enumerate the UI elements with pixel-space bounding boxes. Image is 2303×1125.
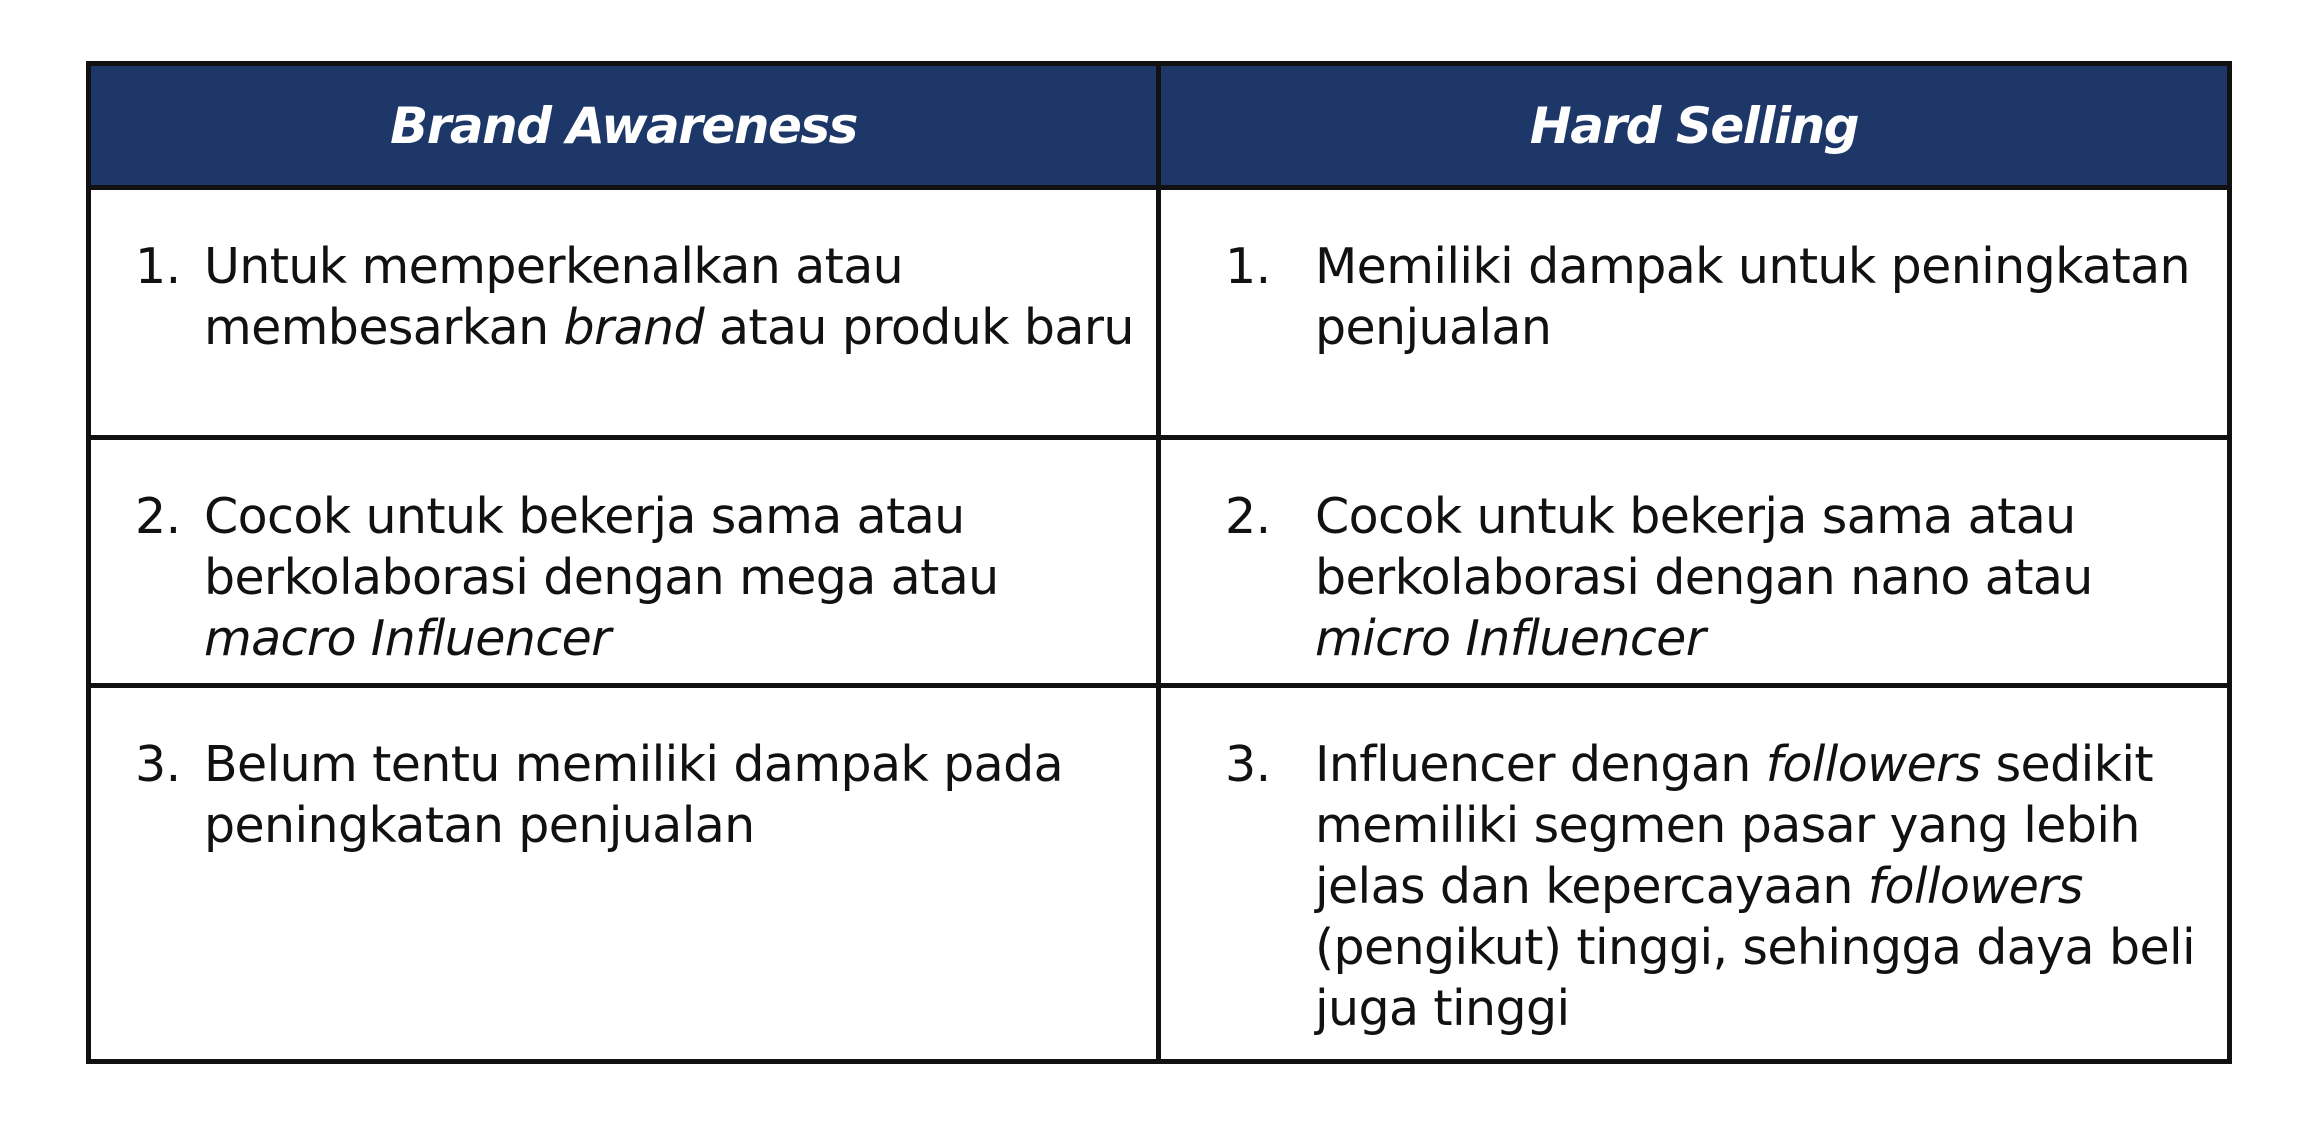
list-item — [1161, 688, 2227, 1039]
item-number: 3. — [135, 736, 181, 793]
italic-text: micro Influencer — [1315, 610, 1706, 667]
text-run: atau produk baru — [703, 299, 1134, 356]
comparison-table — [86, 61, 2232, 1064]
text-run: Cocok untuk bekerja sama atau berkolaborasi dengan mega atau — [204, 488, 999, 606]
item-text — [204, 236, 1136, 358]
table-cell — [89, 686, 1159, 1062]
table-cell — [1159, 438, 2230, 686]
text-run: Cocok untuk bekerja sama atau berkolaborasi dengan nano atau — [1315, 488, 2093, 606]
item-number: 2. — [1225, 488, 1271, 545]
header-brand-awareness: Brand Awareness — [89, 64, 1159, 188]
table-row — [89, 438, 2230, 686]
table-cell — [1159, 686, 2230, 1062]
item-number: 3. — [1225, 736, 1271, 793]
text-run: sedikit memiliki segmen pasar yang lebih jelas dan kepercayaan — [1315, 736, 2154, 915]
header-hard-selling: Hard Selling — [1159, 64, 2230, 188]
table-row — [89, 686, 2230, 1062]
text-run: Influencer dengan — [1315, 736, 1766, 793]
list-item — [91, 190, 1156, 358]
item-text — [1315, 734, 2207, 1039]
item-number: 1. — [1225, 238, 1271, 295]
table-cell — [89, 188, 1159, 438]
item-text — [204, 734, 1136, 856]
list-item — [91, 440, 1156, 669]
text-run: Memiliki dampak untuk peningkatan penjualan — [1315, 238, 2190, 356]
item-text — [204, 486, 1136, 669]
text-run: Untuk memperkenalkan atau membesarkan — [204, 238, 904, 356]
table-row — [89, 188, 2230, 438]
italic-text: followers — [1765, 736, 1981, 793]
table-cell — [1159, 188, 2230, 438]
item-number: 1. — [135, 238, 181, 295]
italic-text: brand — [563, 299, 704, 356]
table-cell — [89, 438, 1159, 686]
item-number: 2. — [135, 488, 181, 545]
text-run: (pengikut) tinggi, sehingga daya beli juga tinggi — [1315, 919, 2196, 1037]
text-run: Belum tentu memiliki dampak pada peningkatan penjualan — [204, 736, 1064, 854]
item-text — [1315, 236, 2207, 358]
italic-text: macro Influencer — [204, 610, 611, 667]
list-item — [1161, 440, 2227, 669]
italic-text: followers — [1867, 858, 2083, 915]
item-text — [1315, 486, 2207, 669]
header-row — [89, 64, 2230, 188]
list-item — [91, 688, 1156, 856]
list-item — [1161, 190, 2227, 358]
